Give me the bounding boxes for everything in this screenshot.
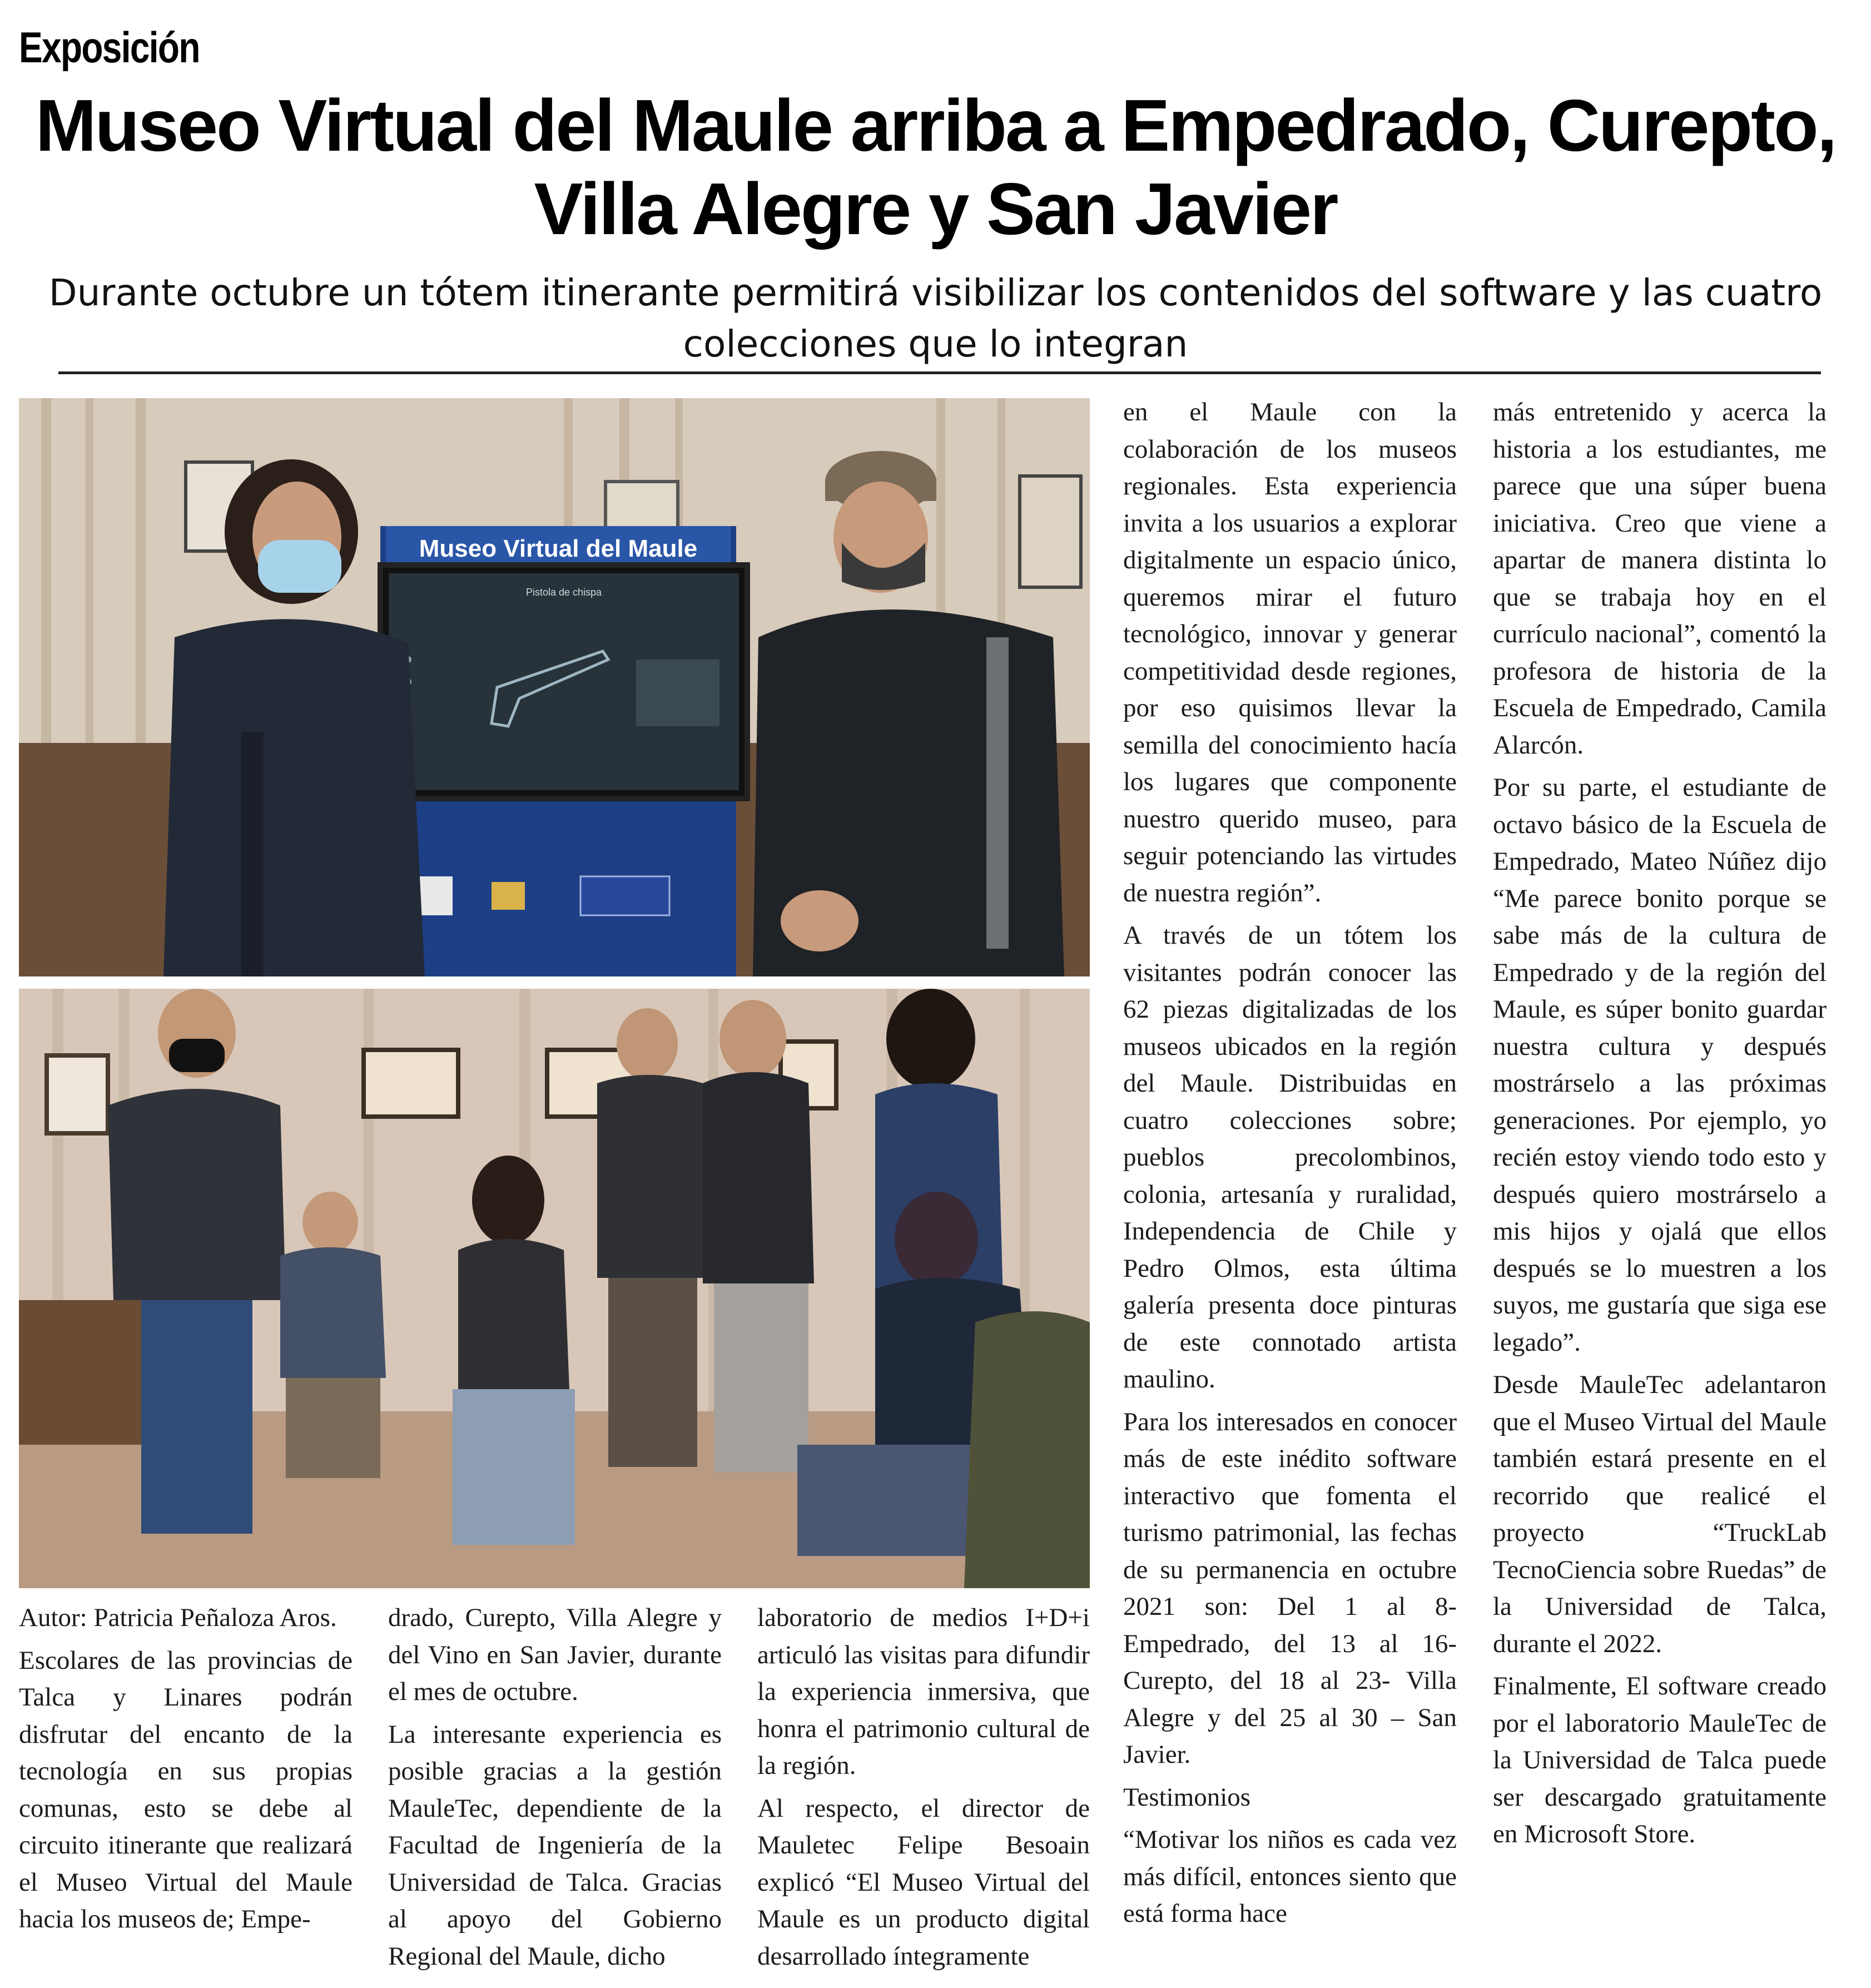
article-paragraph: Al respecto, el director de Mauletec Felipe Besoain explicó “El Museo Virtual del Maule es un producto digital desarrollado íntegramente <box>757 1793 1090 1971</box>
article-column-1 <box>19 1599 353 1944</box>
article-column-2 <box>388 1599 722 1980</box>
section-label: Exposición <box>19 23 200 72</box>
article-paragraph: Desde MauleTec adelantaron que el Museo Virtual del Maule también estará presente en el recorrido que realicé el proyecto “TruckLab TecnoCiencia sobre Ruedas” de la Universidad de Talca, durante el 2022. <box>1493 1370 1827 1658</box>
article-paragraph: drado, Curepto, Villa Alegre y del Vino en San Javier, durante el mes de octubre. <box>388 1603 722 1706</box>
totem-title: Museo Virtual del Maule <box>419 535 698 562</box>
article-paragraph: laboratorio de medios I+D+i articuló las visitas para difundir la experiencia inmersiva, que honra el patrimonio cultural de la región. <box>757 1603 1090 1780</box>
photo-students-group <box>19 989 1090 1588</box>
article-paragraph: La interesante experiencia es posible gracias a la gestión MauleTec, dependiente de la Facultad de Ingeniería de la Universidad de Talca. Gracias al apoyo del Gobierno Regional del Maule, dicho <box>388 1719 722 1971</box>
article-paragraph: Por su parte, el estudiante de octavo básico de la Escuela de Empedrado, Mateo Núñez dijo “Me parece bonito porque se sabe más de la cultura de Empedrado y de la región del Maule, es súper bonito guardar nuestra cultura y después mostrárselo a las próximas generaciones. Por ejemplo, yo recién estoy viendo todo esto y después quiero mostrárselo a mis hijos y ojalá que ellos después se lo muestren a los suyos, me gustaría que siga ese legado”. <box>1493 773 1827 1357</box>
article-paragraph: Para los interesados en conocer más de este inédito software interactivo que fomenta el turismo patrimonial, las fechas de su permanencia en octubre 2021 son: Del 1 al 8- Empedrado, del 13 al 16- Curepto, del 18 al 23- Villa Alegre y del 25 al 30 – San Javier. <box>1123 1407 1457 1769</box>
article-column-4 <box>1123 394 1457 1938</box>
headline-line-2: Villa Alegre y San Javier <box>534 168 1337 250</box>
article-paragraph: A través de un tótem los visitantes podrán conocer las 62 piezas digitalizadas de los museos ubicados en la región del Maule. Distribuidas en cuatro colecciones sobre; pueblos precolombinos, colonia, artesanía y ruralidad, Independencia de Chile y Pedro Olmos, esta última galería presenta doce pinturas de este connotado artista maulino. <box>1123 921 1457 1394</box>
photo-totem-visitors <box>19 398 1090 976</box>
testimonios-heading: Testimonios <box>1123 1782 1251 1812</box>
author-line: Autor: Patricia Peñaloza Aros. <box>19 1603 337 1632</box>
subheadline-line-1: Durante octubre un tótem itinerante permitirá visibilizar los contenidos del software y las cuatro <box>48 271 1823 314</box>
article-column-5 <box>1493 394 1827 1858</box>
headline-rule <box>58 371 1821 374</box>
subheadline-line-2: colecciones que lo integran <box>683 323 1188 365</box>
article-paragraph: “Motivar los niños es cada vez más difícil, entonces siento que está forma hace <box>1123 1825 1457 1928</box>
article-paragraph: Escolares de las provincias de Talca y Linares podrán disfrutar del encanto de la tecnología en sus propias comunas, esto se debe al circuito itinerante que realizará el Museo Virtual del Maule hacia los museos de; Empe- <box>19 1645 353 1934</box>
screen-caption: Pistola de chispa <box>525 587 602 598</box>
article-paragraph: más entretenido y acerca la historia a los estudiantes, me parece que una súper buena iniciativa. Creo que viene a apartar de manera distinta lo que se trabaja hoy en el currículo nacional”, comentó la profesora de historia de la Escuela de Empedrado, Camila Alarcón. <box>1493 398 1827 760</box>
headline-line-1: Museo Virtual del Maule arriba a Empedrado, Curepto, <box>35 85 1836 166</box>
article-paragraph: en el Maule con la colaboración de los museos regionales. Esta experiencia invita a los usuarios a explorar digitalmente un espacio único, queremos mirar el futuro tecnológico, innovar y generar competitividad desde regiones, por eso quisimos llevar la semilla del conocimiento hacía los lugares que componente nuestro querido museo, para seguir potenciando las virtudes de nuestra región”. <box>1123 398 1457 908</box>
article-paragraph: Finalmente, El software creado por el laboratorio MauleTec de la Universidad de Talca puede ser descargado gratuitamente en Microsoft Store. <box>1493 1672 1827 1848</box>
article-column-3 <box>757 1599 1090 1980</box>
